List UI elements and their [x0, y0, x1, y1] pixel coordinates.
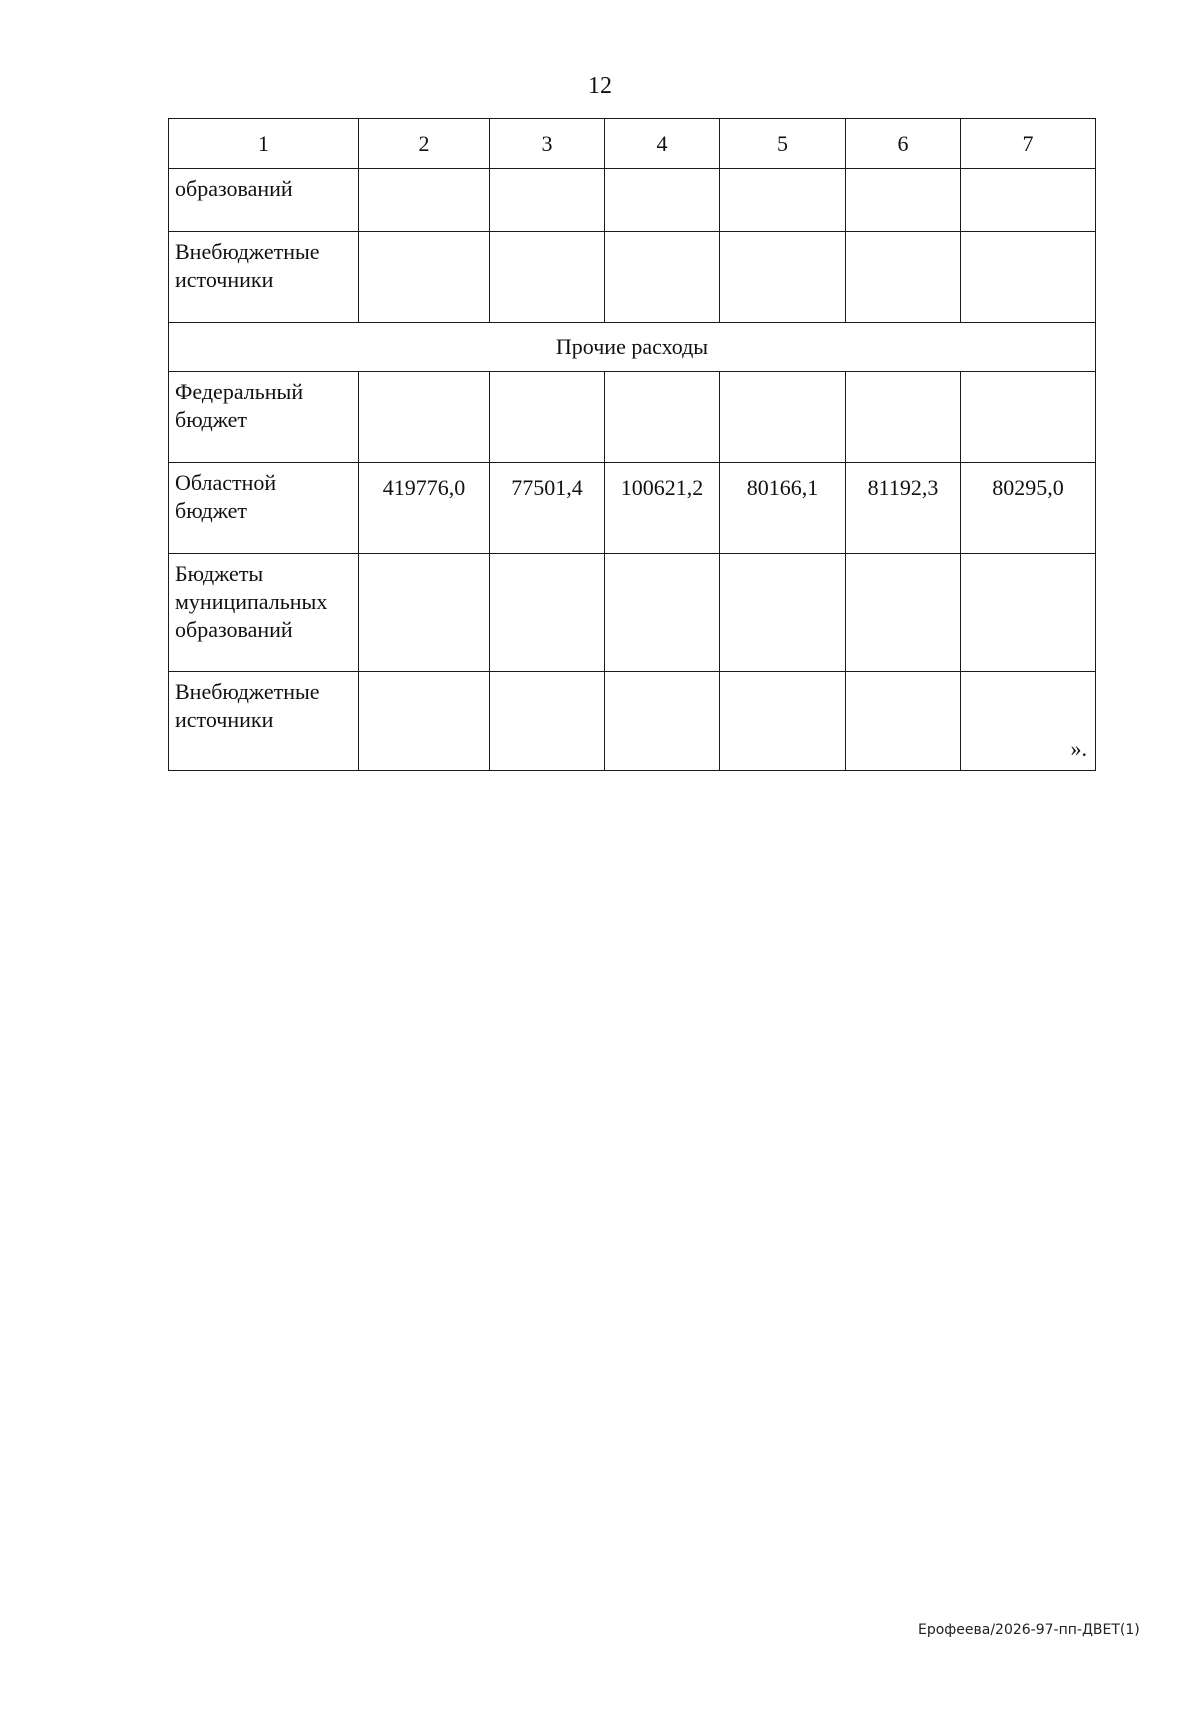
empty-cell	[490, 232, 605, 323]
table-row	[169, 672, 1096, 771]
table-row	[169, 554, 1096, 672]
empty-cell	[961, 554, 1096, 672]
empty-cell	[605, 169, 720, 232]
empty-cell	[605, 372, 720, 463]
empty-cell	[490, 554, 605, 672]
table-row	[169, 372, 1096, 463]
value-cell: 80295,0	[961, 463, 1096, 554]
empty-cell	[605, 672, 720, 771]
empty-cell	[490, 169, 605, 232]
row-label: Областной бюджет	[169, 463, 359, 554]
table-header-row	[169, 119, 1096, 169]
empty-cell	[720, 372, 846, 463]
header-cell: 2	[359, 119, 490, 169]
empty-cell	[961, 232, 1096, 323]
budget-table	[168, 118, 1096, 771]
header-cell: 4	[605, 119, 720, 169]
table-row	[169, 232, 1096, 323]
header-cell: 5	[720, 119, 846, 169]
table-row	[169, 169, 1096, 232]
header-cell: 6	[846, 119, 961, 169]
empty-cell	[720, 232, 846, 323]
empty-cell	[846, 372, 961, 463]
empty-cell	[490, 672, 605, 771]
value-cell: 100621,2	[605, 463, 720, 554]
value-cell: 77501,4	[490, 463, 605, 554]
empty-cell	[961, 372, 1096, 463]
row-label: образований	[169, 169, 359, 232]
empty-cell	[720, 169, 846, 232]
value-cell: 419776,0	[359, 463, 490, 554]
empty-cell	[490, 372, 605, 463]
empty-cell	[359, 672, 490, 771]
document-footer-id: Ерофеева/2026-97-пп-ДВЕТ(1)	[918, 1622, 1140, 1638]
empty-cell	[961, 672, 1096, 771]
empty-cell	[605, 232, 720, 323]
value-cell: 80166,1	[720, 463, 846, 554]
empty-cell	[846, 554, 961, 672]
row-label: Внебюджетные источники	[169, 672, 359, 771]
empty-cell	[359, 169, 490, 232]
value-cell: 81192,3	[846, 463, 961, 554]
empty-cell	[359, 372, 490, 463]
empty-cell	[961, 169, 1096, 232]
closing-quote-mark: ».	[1070, 736, 1087, 761]
empty-cell	[720, 672, 846, 771]
header-cell: 7	[961, 119, 1096, 169]
empty-cell	[846, 169, 961, 232]
header-cell: 1	[169, 119, 359, 169]
empty-cell	[359, 232, 490, 323]
empty-cell	[846, 672, 961, 771]
empty-cell	[359, 554, 490, 672]
empty-cell	[846, 232, 961, 323]
row-label: Бюджеты муниципальных образований	[169, 554, 359, 672]
empty-cell	[720, 554, 846, 672]
empty-cell	[605, 554, 720, 672]
section-title: Прочие расходы	[169, 323, 1096, 372]
row-label: Федеральный бюджет	[169, 372, 359, 463]
page-number: 12	[588, 73, 612, 99]
table-row	[169, 463, 1096, 554]
header-cell: 3	[490, 119, 605, 169]
section-row	[169, 323, 1096, 372]
row-label: Внебюджетные источники	[169, 232, 359, 323]
